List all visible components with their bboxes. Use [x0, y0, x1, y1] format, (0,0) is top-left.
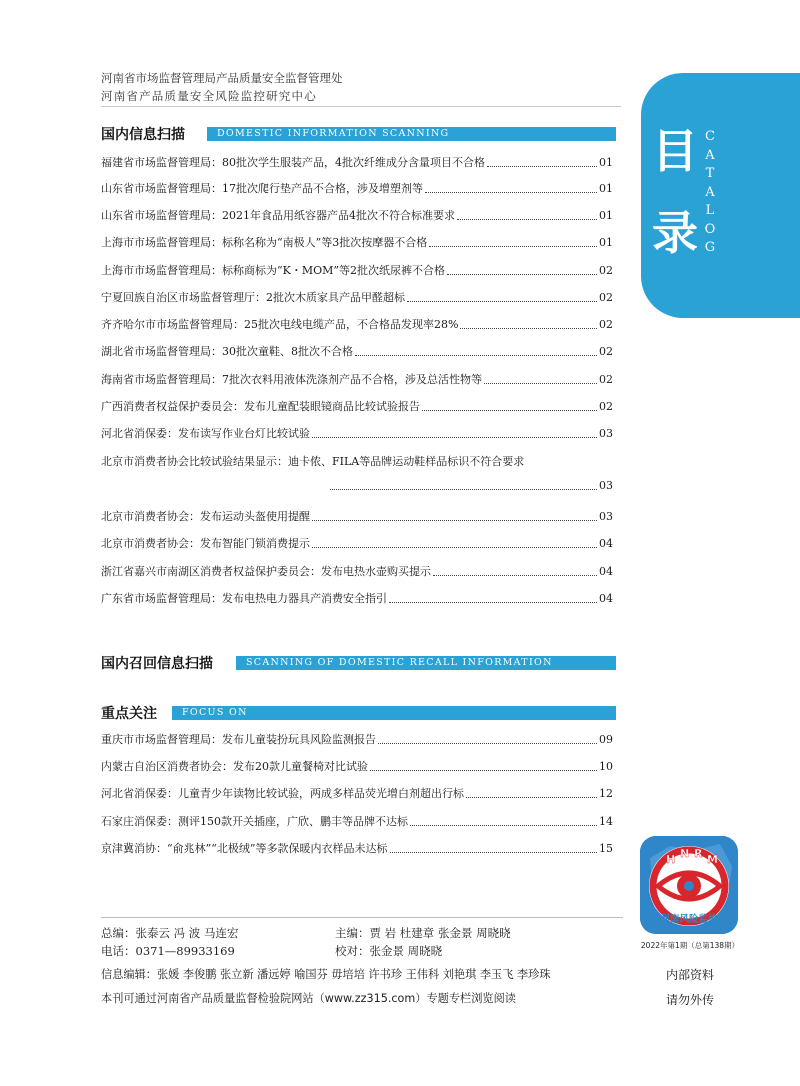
toc-leader-dots: [330, 489, 597, 490]
footer-divider: [101, 917, 623, 918]
hnrm-logo: [640, 836, 738, 934]
toc-entry-page: 10: [599, 760, 613, 773]
toc-entry[interactable]: [101, 533, 613, 551]
toc-leader-dots: [389, 602, 597, 603]
catalog-char-1: 目: [652, 124, 698, 178]
toc-leader-dots: [410, 825, 597, 826]
footer-chief-editor: 总编：张泰云 冯 波 马连宏: [101, 926, 239, 940]
header-divider: [101, 106, 621, 107]
section-title-recall: 国内召回信息扫描: [101, 656, 213, 672]
catalog-char-2: 录: [652, 206, 698, 260]
toc-entry[interactable]: [101, 506, 613, 524]
toc-entry-page: 01: [599, 182, 613, 195]
section-title-domestic: 国内信息扫描: [101, 127, 185, 143]
toc-entry-page: 01: [599, 156, 613, 169]
toc-entry-page: 02: [599, 373, 613, 386]
footer-website-note: 本刊可通过河南省产品质量监督检验院网站（www.zz315.com）专题专栏浏览阅读: [101, 992, 516, 1005]
toc-entry-title: 广西消费者权益保护委员会：发布儿童配装眼镜商品比较试验报告: [101, 400, 420, 413]
toc-entry-title: 重庆市市场监督管理局：发布儿童装扮玩具风险监测报告: [101, 733, 376, 746]
toc-entry-page: 14: [599, 815, 613, 828]
toc-entry-title: 海南省市场监督管理局：7批次衣料用液体洗涤剂产品不合格，涉及总活性物等: [101, 373, 482, 386]
svg-text:H: H: [666, 853, 676, 866]
toc-entry-page: 02: [599, 291, 613, 304]
toc-entry-page: 04: [599, 565, 613, 578]
toc-leader-dots: [487, 166, 597, 167]
toc-entry-title: 山东省市场监督管理局：2021年食品用纸容器产品4批次不符合标准要求: [101, 209, 455, 222]
toc-leader-dots: [312, 437, 597, 438]
toc-leader-dots: [457, 219, 597, 220]
toc-entry-page: 02: [599, 318, 613, 331]
toc-entry-page: 12: [599, 787, 613, 800]
toc-entry-title: 山东省市场监督管理局：17批次爬行垫产品不合格，涉及增塑剂等: [101, 182, 423, 195]
section-title-focus: 重点关注: [101, 706, 157, 722]
toc-entry-page: 15: [599, 842, 613, 855]
catalog-tab: [641, 73, 800, 318]
toc-entry[interactable]: [101, 588, 613, 606]
catalog-en-label: C A T A L O G: [704, 129, 716, 255]
toc-leader-dots: [378, 743, 597, 744]
toc-entry-title: 京津冀消协：“俞兆林”“北极绒”等多款保暖内衣样品未达标: [101, 842, 388, 855]
toc-entry-page: 02: [599, 400, 613, 413]
footer-proofreader: 校对：张金景 周晓晓: [335, 944, 443, 958]
toc-entry[interactable]: [101, 178, 613, 196]
toc-entry[interactable]: [101, 396, 613, 414]
toc-leader-dots: [422, 410, 597, 411]
toc-entry[interactable]: [101, 838, 613, 856]
toc-entry-page: 09: [599, 733, 613, 746]
internal-label-2: 请勿外传: [665, 993, 714, 1007]
toc-leader-dots: [484, 383, 597, 384]
toc-entry-page: 03: [599, 427, 613, 440]
toc-entry[interactable]: [101, 451, 616, 469]
toc-entry-title: 宁夏回族自治区市场监督管理厅：2批次木质家具产品甲醛超标: [101, 291, 405, 304]
toc-entry-title: 北京市消费者协会比较试验结果显示：迪卡侬、FILA等品牌运动鞋样品标识不符合要求: [101, 455, 525, 468]
toc-entry-page: 02: [599, 345, 613, 358]
internal-label-1: 内部资料: [665, 968, 714, 982]
toc-entry[interactable]: [101, 756, 613, 774]
section-bar-recall: SCANNING OF DOMESTIC RECALL INFORMATION: [236, 656, 616, 670]
toc-entry-title: 福建省市场监督管理局：80批次学生服装产品，4批次纤维成分含量项目不合格: [101, 156, 485, 169]
footer-info-editors: 信息编辑：张媛 李俊鹏 张立新 潘远婷 喻国芬 毋培培 许书珍 王伟科 刘艳琪 李玉飞 李珍珠: [101, 968, 551, 981]
toc-entry[interactable]: [101, 783, 613, 801]
toc-entry-page: 01: [599, 236, 613, 249]
toc-entry[interactable]: [101, 287, 613, 305]
toc-entry-page: 04: [599, 592, 613, 605]
toc-leader-dots: [407, 301, 597, 302]
toc-entry-title: 广东省市场监督管理局：发布电热电力器具产消费安全指引: [101, 592, 387, 605]
toc-leader-dots: [460, 328, 597, 329]
toc-entry[interactable]: [101, 811, 613, 829]
svg-text:R: R: [694, 847, 703, 860]
header-org-1: 河南省市场监督管理局产品质量安全监督管理处: [101, 71, 343, 85]
toc-entry-page: 01: [599, 209, 613, 222]
svg-text:N: N: [680, 847, 690, 860]
toc-entry-title: 石家庄消保委：测评150款开关插座，广欣、鹏丰等品牌不达标: [101, 815, 408, 828]
toc-entry-page: 02: [599, 264, 613, 277]
toc-entry-page: 04: [599, 537, 613, 550]
toc-leader-dots: [425, 192, 597, 193]
toc-entry-page: 03: [599, 479, 613, 492]
svg-text:河南风险监控: 河南风险监控: [660, 914, 718, 925]
toc-entry-title: 上海市市场监督管理局：标称名称为“南极人”等3批次按摩器不合格: [101, 236, 428, 249]
toc-leader-dots: [312, 520, 597, 521]
header-org-2: 河南省产品质量安全风险监控研究中心: [101, 89, 317, 103]
toc-leader-dots: [390, 852, 598, 853]
toc-entry[interactable]: [101, 152, 613, 170]
footer-editor: 主编：贾 岩 杜建章 张金景 周晓晓: [335, 926, 511, 940]
toc-entry-page: 03: [599, 510, 613, 523]
footer-phone: 电话：0371—89933169: [101, 944, 235, 958]
toc-leader-dots: [447, 274, 597, 275]
issue-number: 2022年第1期（总第138期）: [640, 941, 740, 950]
toc-entry-title: 湖北省市场监督管理局：30批次童鞋、8批次不合格: [101, 345, 353, 358]
toc-entry[interactable]: [101, 205, 613, 223]
toc-leader-dots: [433, 575, 597, 576]
section-bar-domestic: DOMESTIC INFORMATION SCANNING: [207, 127, 616, 141]
eye-logo-icon: [640, 836, 738, 934]
toc-entry-title: 北京市消费者协会：发布智能门锁消费提示: [101, 537, 310, 550]
toc-leader-dots: [466, 797, 597, 798]
toc-entry[interactable]: [101, 729, 613, 747]
toc-entry[interactable]: [101, 423, 613, 441]
svg-text:M: M: [707, 853, 718, 866]
toc-leader-dots: [370, 770, 597, 771]
toc-entry-title: 浙江省嘉兴市南湖区消费者权益保护委员会：发布电热水壶购买提示: [101, 565, 431, 578]
toc-entry[interactable]: [101, 341, 613, 359]
toc-entry-title: 河北省消保委：儿童青少年读物比较试验，两成多样品荧光增白剂超出行标: [101, 787, 464, 800]
toc-entry-title: 河北省消保委：发布读写作业台灯比较试验: [101, 427, 310, 440]
toc-leader-dots: [312, 547, 597, 548]
toc-entry-title: 内蒙古自治区消费者协会：发布20款儿童餐椅对比试验: [101, 760, 368, 773]
toc-leader-dots: [355, 355, 597, 356]
toc-entry[interactable]: [101, 314, 613, 332]
toc-entry[interactable]: [101, 232, 613, 250]
toc-entry-title: 北京市消费者协会：发布运动头盔使用提醒: [101, 510, 310, 523]
toc-entry[interactable]: [101, 369, 613, 387]
section-bar-focus: FOCUS ON: [172, 706, 616, 720]
toc-entry-continuation: [330, 475, 613, 493]
toc-entry[interactable]: [101, 561, 613, 579]
toc-leader-dots: [429, 246, 597, 247]
toc-entry-title: 上海市市场监督管理局：标称商标为“K・MOM”等2批次纸尿裤不合格: [101, 264, 446, 277]
toc-entry[interactable]: [101, 260, 613, 278]
toc-entry-title: 齐齐哈尔市市场监督管理局：25批次电线电缆产品，不合格品发现率28%: [101, 318, 459, 331]
